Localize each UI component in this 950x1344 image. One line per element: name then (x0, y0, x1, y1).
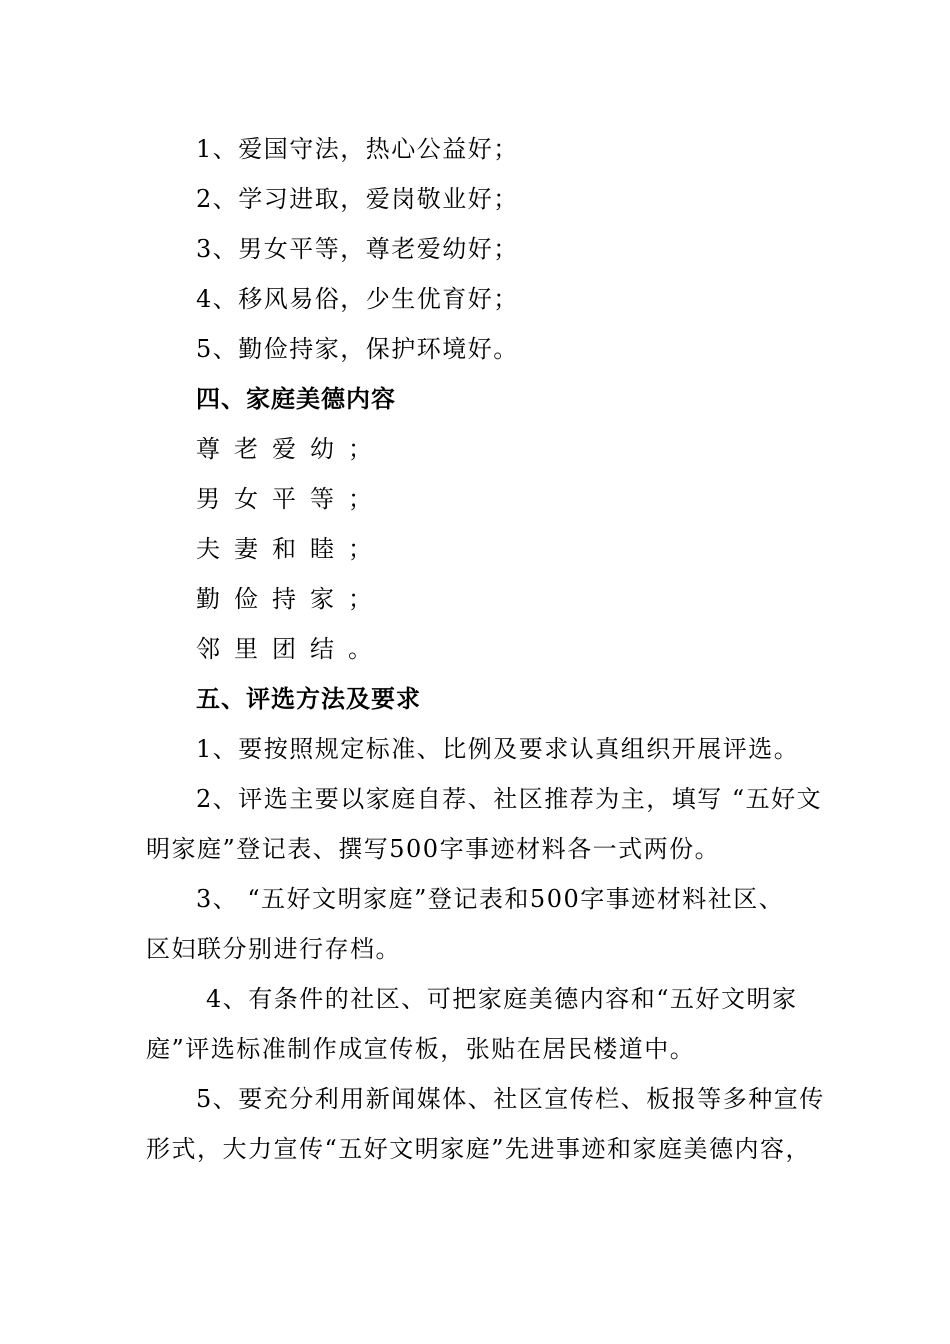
requirement-5-line-1: 5、要充分利用新闻媒体、社区宣传栏、板报等多种宣传 (196, 1085, 825, 1113)
requirement-5-line-2: 形式，大力宣传“五好文明家庭”先进事迹和家庭美德内容， (146, 1135, 812, 1163)
virtue-item-1: 尊老爱幼； (196, 435, 386, 463)
virtue-item-4: 勤俭持家； (196, 585, 386, 613)
requirement-4-line-2: 庭”评选标准制作成宣传板，张贴在居民楼道中。 (146, 1035, 696, 1063)
virtue-item-2: 男女平等； (196, 485, 386, 513)
standard-item-1: 1、爱国守法，热心公益好； (196, 135, 519, 163)
requirement-1: 1、要按照规定标准、比例及要求认真组织开展评选。 (196, 735, 800, 763)
standard-item-2: 2、学习进取，爱岗敬业好； (196, 185, 519, 213)
standard-item-4: 4、移风易俗，少生优育好； (196, 285, 519, 313)
requirement-2-line-1: 2、评选主要以家庭自荐、社区推荐为主，填写 “五好文 (196, 785, 823, 813)
virtue-item-5: 邻里团结。 (196, 635, 386, 663)
standard-item-5: 5、勤俭持家，保护环境好。 (196, 335, 519, 363)
section5-heading: 五、评选方法及要求 (196, 685, 421, 713)
requirement-2-line-2: 明家庭”登记表、撰写500字事迹材料各一式两份。 (146, 835, 721, 863)
virtue-item-3: 夫妻和睦； (196, 535, 386, 563)
requirement-4-line-1: 4、有条件的社区、可把家庭美德内容和“五好文明家 (206, 985, 798, 1013)
requirement-3-line-1: 3、 “五好文明家庭”登记表和500字事迹材料社区、 (196, 885, 785, 913)
standard-item-3: 3、男女平等，尊老爱幼好； (196, 235, 519, 263)
section4-heading: 四、家庭美德内容 (196, 385, 396, 413)
requirement-3-line-2: 区妇联分别进行存档。 (146, 935, 401, 963)
